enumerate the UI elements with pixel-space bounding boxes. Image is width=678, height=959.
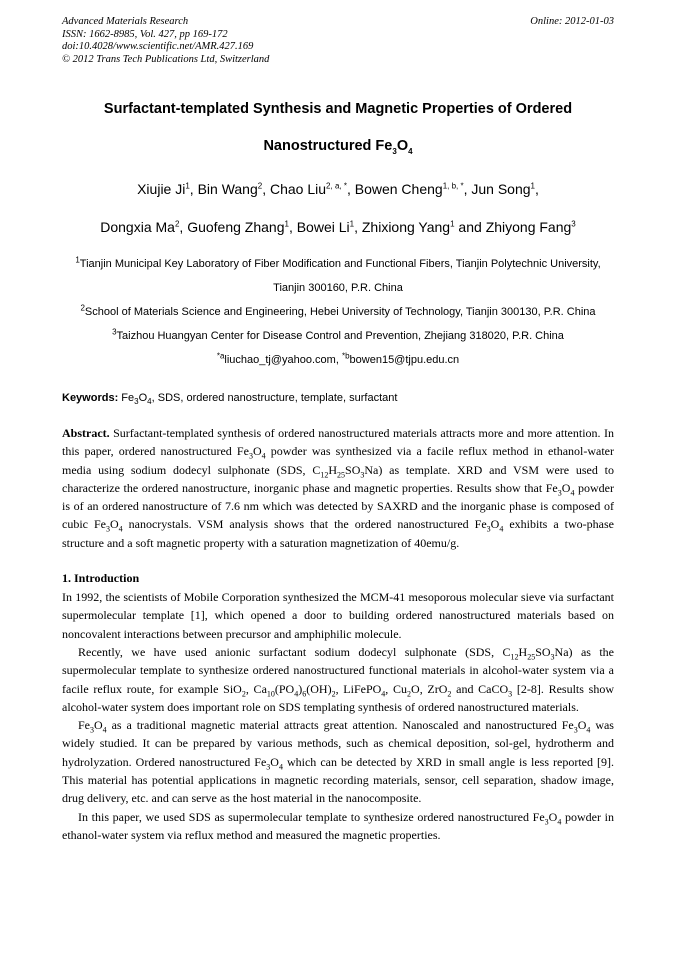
keywords: Keywords: $Fe_3O_4$, SDS, ordered nanostructure, template, surfactant	[62, 392, 398, 407]
author-line-1: Xiujie Ji$^1$, Bin Wang$^2$, Chao Liu$^{2, a, *}$, Bowen Cheng$^{1, b, *}$, Jun Song$^1$,	[137, 181, 539, 197]
paragraph: Recently, we have used anionic surfactant sodium dodecyl sulphonate (SDS, $C_{12}H_{25}SO_3Na$) as the supermolecular template to synthesize ordered nanostructured functional materials in alcohol-water system via a facile reflux route, for example SiO$_2$, $Ca_{10}(PO_4)_6(OH)_2$, LiFePO$_4$, $Cu_2O$, ZrO$_2$ and CaCO$_3$ [2-8]. Results show alcohol-water system does important role on SDS templating synthesis of ordered nanostructured materials.	[62, 644, 615, 714]
abstract-label: Abstract.	[62, 426, 110, 440]
issn-line: ISSN: 1662-8985, Vol. 427, pp 169-172	[62, 28, 228, 40]
author-name: Bin Wang	[197, 181, 258, 197]
paragraph: In 1992, the scientists of Mobile Corporation synthesized the MCM-41 mesoporous molecular sieve via surfactant supermolecular template [1], which opened a door to building ordered nanostructured materials based on noncovalent interactions between precursor and amphiphilic molecule.	[62, 590, 614, 641]
author-name: Guofeng Zhang	[187, 219, 285, 235]
author-line-2: Dongxia Ma$^2$, Guofeng Zhang$^1$, Bowei Li$^1$, Zhixiong Yang$^1$ and Zhiyong Fang$^3$	[100, 219, 576, 235]
online-date: Online: 2012-01-03	[530, 16, 614, 27]
author-name: Bowen Cheng	[354, 181, 443, 197]
author-name: Zhiyong Fang	[485, 219, 572, 235]
author-name: Chao Liu	[270, 181, 327, 197]
author-list	[62, 170, 614, 246]
affiliation-1: $^1$Tianjin Municipal Key Laboratory of Fiber Modification and Functional Fibers, Tianjin Polytechnic University, Tianjin 300160, P.R. China	[75, 255, 601, 294]
affiliations	[62, 252, 614, 372]
author-name: Dongxia Ma	[100, 219, 175, 235]
journal-name: Advanced Materials Research	[62, 16, 189, 27]
journal-header	[62, 16, 614, 66]
author-name: Bowei Li	[296, 219, 350, 235]
paragraph: In this paper, we used SDS as supermolecular template to synthesize ordered nanostructured $Fe_3O_4$ powder in ethanol-water system via reflux method and measured the magnetic properties.	[62, 809, 614, 842]
affiliation-3: $^3$Taizhou Huangyan Center for Disease Control and Prevention, Zhejiang 318020, P.R. China	[112, 327, 564, 342]
email-link-a[interactable]: liuchao_tj@yahoo.com	[224, 354, 336, 366]
section-heading: 1. Introduction	[62, 571, 140, 586]
paragraph: $Fe_3O_4$ as a traditional magnetic material attracts great attention. Nanoscaled and nanostructured $Fe_3O_4$ was widely studied. It can be prepared by various methods, such as chemical deposition, sol-gel, hydrotherm and hydrolyzation. Ordered nanostructured $Fe_3O_4$ which can be detected by XRD in small angle is less reported [9]. This material has potential applications in magnetic recording materials, sensor, cell separation, shadow image, drug delivery, etc. and can serve as the host material in the nanocomposite.	[62, 718, 614, 806]
author-name: Jun Song	[471, 181, 531, 197]
keywords-label: Keywords:	[62, 392, 119, 404]
doi-line: doi:10.4028/www.scientific.net/AMR.427.169	[62, 41, 254, 52]
title-line-1: Surfactant-templated Synthesis and Magnetic Properties of Ordered	[103, 101, 573, 117]
copyright-line: © 2012 Trans Tech Publications Ltd, Switzerland	[62, 53, 270, 65]
introduction-body	[62, 588, 614, 844]
email-line: $^{*a}$liuchao_tj@yahoo.com, $^{*b}$bowen15@tjpu.edu.cn	[216, 351, 460, 366]
paper-page	[62, 16, 614, 844]
title-line-2: Nanostructured $Fe_3O_4$	[263, 138, 413, 156]
affiliation-2: $^2$School of Materials Science and Engineering, Hebei University of Technology, Tianjin 300130, P.R. China	[80, 303, 596, 318]
author-name: Xiujie Ji	[137, 181, 186, 197]
abstract: Abstract. Surfactant-templated synthesis of ordered nanostructured materials attracts more and more attention. In this paper, ordered nanostructured $Fe_3O_4$ powder was synthesized via a facile reflux method in ethanol-water media using sodium dodecyl sulphonate (SDS, $C_{12}H_{25}SO_3Na$) as template. XRD and VSM were used to characterize the ordered nanostructure, inorganic phase and magnetic properties. Results show that $Fe_3O_4$ powder is of an ordered nanostructure of 7.6 nm which was detected by SAXRD and the inorganic phase is composed of cubic $Fe_3O_4$ nanocrystals. VSM analysis shows that the ordered nanostructured $Fe_3O_4$ exhibits a two-phase structure and a soft magnetic property with a saturation magnetization of 40emu/g.	[62, 426, 614, 550]
author-name: Zhixiong Yang	[361, 219, 451, 235]
email-link-b[interactable]: bowen15@tjpu.edu.cn	[349, 354, 460, 366]
paper-title	[62, 91, 614, 165]
